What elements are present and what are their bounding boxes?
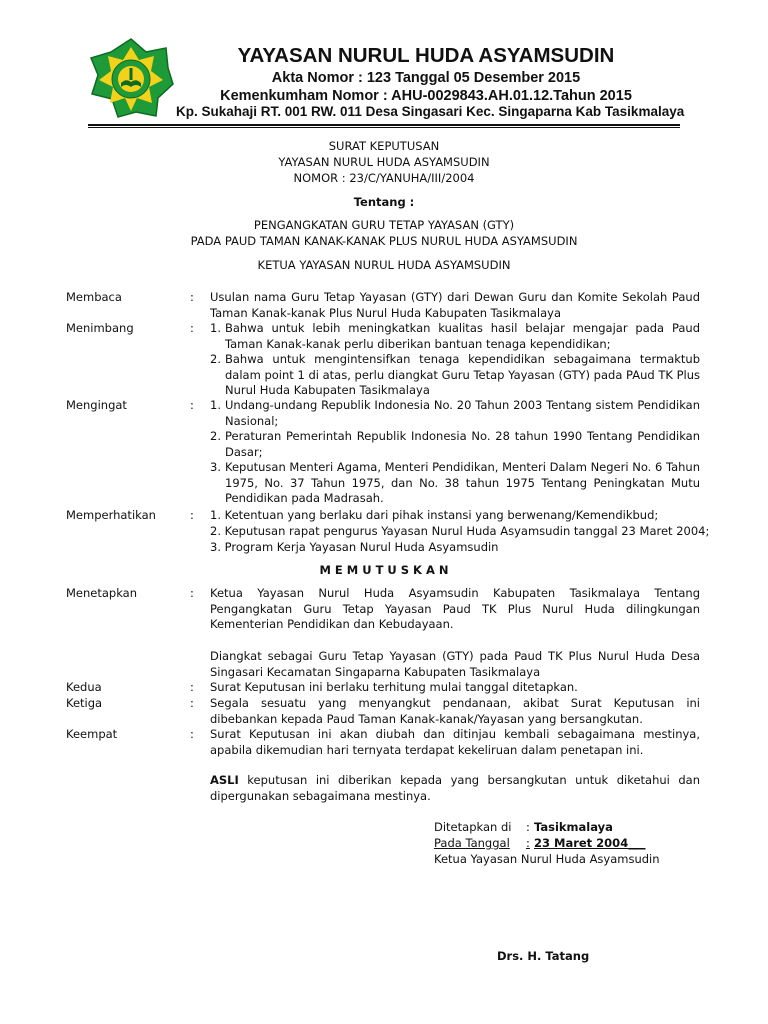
label-memperhatikan: Memperhatikan [66,508,156,522]
mengingat-item-3: Keputusan Menteri Agama, Menteri Pendidikan, Menteri Dalam Negeri No. 6 Tahun 1975, No. 37 Tahun 1975, dan No. 38 tahun 1975 Tentang Peningkatan Mutu Pendidikan pada Madrasah. [225,460,700,505]
label-menimbang: Menimbang [66,321,134,335]
memutuskan-heading: M E M U T U S K A N [319,563,449,577]
doc-issuer: KETUA YAYASAN NURUL HUDA ASYAMSUDIN [257,258,511,272]
list-number: 3. [210,460,221,474]
asli-text: keputusan ini diberikan kepada yang bersangkutan untuk diketahui dan dipergunakan sebagaimana mestinya. [210,773,700,803]
letterhead-divider [88,124,680,126]
kedua-text: Surat Keputusan ini berlaku terhitung mulai tanggal ditetapkan. [210,680,578,694]
label-mengingat: Mengingat [66,398,127,412]
tanggal-blank: ___ [628,836,646,850]
membaca-text: Usulan nama Guru Tetap Yayasan (GTY) dari Dewan Guru dan Komite Sekolah Paud Taman Kanak-kanak Plus Nurul Huda Kabupaten Tasikmalaya [210,290,700,320]
doc-title: SURAT KEPUTUSAN [328,139,440,153]
signatory-name: Drs. H. Tatang [497,949,590,963]
letterhead-org-name: YAYASAN NURUL HUDA ASYAMSUDIN [237,44,615,67]
doc-title-org: YAYASAN NURUL HUDA ASYAMSUDIN [278,155,490,169]
tanggal-value [534,836,645,852]
colon: : [190,680,194,694]
signatory-position: Ketua Yayasan Nurul Huda Asyamsudin [434,852,660,866]
menimbang-item-2: Bahwa untuk mengintensifkan tenaga kependidikan sebagaimana termaktub dalam point 1 di atas, perlu diangkat Guru Tetap Yayasan (GTY) pada PAud TK Plus Nurul Huda Kabupaten Tasikmalaya [225,352,700,397]
colon: : [190,321,194,335]
list-number: 1. [210,398,221,412]
ditetapkan-label: Ditetapkan di [434,820,512,834]
menetapkan-text: Ketua Yayasan Nurul Huda Asyamsudin Kabupaten Tasikmalaya Tentang Pengangkatan Guru Tetap Yayasan Paud TK Plus Nurul Huda dilingkungan Kementerian Pendidikan dan Kebudayaan. [210,586,700,631]
ditetapkan-separator: : [526,820,530,834]
ditetapkan-value: Tasikmalaya [534,820,613,834]
asli-label: ASLI [210,773,239,787]
label-kedua: Kedua [66,680,102,694]
doc-subject-line2: PADA PAUD TAMAN KANAK-KANAK PLUS NURUL HUDA ASYAMSUDIN [190,234,578,248]
label-ketiga: Ketiga [66,696,103,710]
tanggal-label: Pada Tanggal [434,836,510,850]
label-membaca: Membaca [66,290,122,304]
tanggal-date: 23 Maret 2004 [534,836,629,850]
letterhead-address: Kp. Sukahaji RT. 001 RW. 011 Desa Singasari Kec. Singaparna Kab Tasikmalaya [176,104,685,119]
doc-number: NOMOR : 23/C/YANUHA/III/2004 [293,171,475,185]
menetapkan-pertama: Diangkat sebagai Guru Tetap Yayasan (GTY) pada Paud TK Plus Nurul Huda Desa Singasari Kecamatan Singaparna Kabupaten Tasikmalaya [210,649,700,679]
letterhead-akta: Akta Nomor : 123 Tanggal 05 Desember 2015 [271,70,581,86]
colon: : [190,586,194,600]
foundation-logo [88,38,174,118]
ketiga-text: Segala sesuatu yang menyangkut pendanaan, akibat Surat Keputusan ini dibebankan kepada Paud Taman Kanak-kanak/Yayasan yang bersangkutan. [210,696,700,726]
mengingat-item-2: Peraturan Pemerintah Republik Indonesia No. 28 tahun 1990 Tentang Pendidikan Dasar; [225,429,700,459]
letterhead-divider-thin [88,127,680,128]
colon: : [190,398,194,412]
doc-tentang: Tentang : [353,195,415,209]
list-number: 1. [210,321,221,335]
memperhatikan-item-1: 1. Ketentuan yang berlaku dari pihak instansi yang berwenang/Kemendikbud; [210,508,659,522]
label-keempat: Keempat [66,727,118,741]
colon: : [190,727,194,741]
colon: : [190,290,194,304]
mengingat-item-1: Undang-undang Republik Indonesia No. 20 Tahun 2003 Tentang sistem Pendidikan Nasional; [225,398,700,428]
letterhead-kemenkumham: Kemenkumham Nomor : AHU-0029843.AH.01.12.Tahun 2015 [220,88,632,104]
label-menetapkan: Menetapkan [66,586,138,600]
keempat-text: Surat Keputusan ini akan diubah dan ditinjau kembali sebagaimana mestinya, apabila dikemudian hari ternyata terdapat kekeliruan dalam penetapan ini. [210,727,700,757]
colon: : [190,508,194,522]
memperhatikan-item-2: 2. Keputusan rapat pengurus Yayasan Nurul Huda Asyamsudin tanggal 23 Maret 2004; [210,524,710,538]
asli-paragraph [210,773,700,804]
list-number: 2. [210,352,221,366]
tanggal-separator: : [526,836,530,850]
doc-subject-line1: PENGANGKATAN GURU TETAP YAYASAN (GTY) [253,218,515,232]
memperhatikan-item-3: 3. Program Kerja Yayasan Nurul Huda Asyamsudin [210,540,499,554]
menimbang-item-1: Bahwa untuk lebih meningkatkan kualitas hasil belajar mengajar pada Paud Taman Kanak-kanak perlu diberikan bantuan tenaga kependidikan; [225,321,700,351]
list-number: 2. [210,429,221,443]
colon: : [190,696,194,710]
